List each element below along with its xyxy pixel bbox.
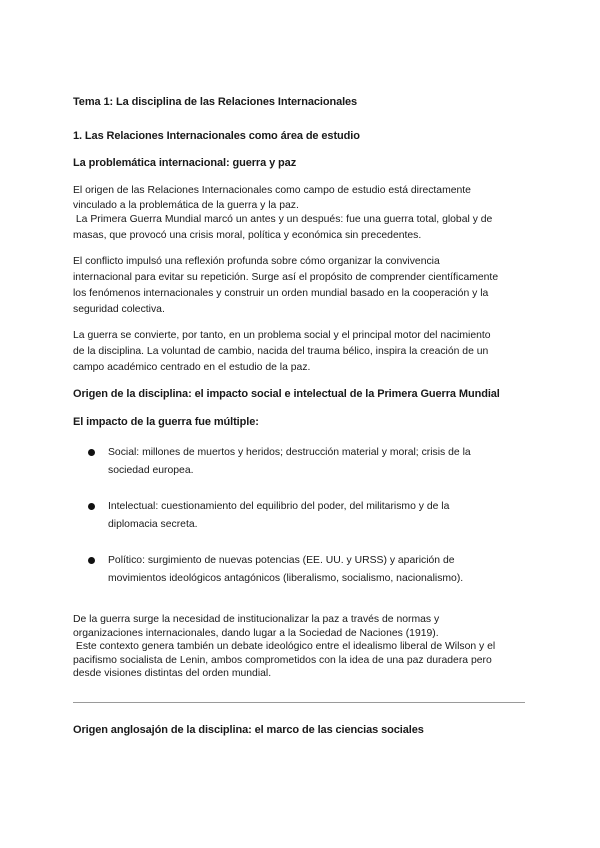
list-item-line: diplomacia secreta. <box>108 519 198 530</box>
paragraph-guerra-problema <box>73 328 528 376</box>
topic-title: Tema 1: La disciplina de las Relaciones Internacionales <box>73 96 358 108</box>
paragraph-line: La Primera Guerra Mundial marcó un antes y un después: fue una guerra total, global y de <box>73 214 493 225</box>
section-title: 1. Las Relaciones Internacionales como área de estudio <box>73 130 360 142</box>
subsection-heading-impacto: El impacto de la guerra fue múltiple: <box>73 416 259 428</box>
subsection-heading-anglosajon: Origen anglosajón de la disciplina: el marco de las ciencias sociales <box>73 724 424 736</box>
list-item-social <box>73 444 528 480</box>
paragraph-line: desde visiones distintas del orden mundial. <box>73 668 272 679</box>
list-item-line: Intelectual: cuestionamiento del equilibrio del poder, del militarismo y de la <box>108 501 450 512</box>
document-body <box>73 95 528 681</box>
paragraph-line: seguridad colectiva. <box>73 304 165 315</box>
paragraph-line: los fenómenos internacionales y construir un orden mundial basado en la cooperación y la <box>73 288 489 299</box>
paragraph-origen <box>73 183 528 244</box>
subsection-heading-guerra-paz: La problemática internacional: guerra y paz <box>73 157 297 169</box>
bullet-icon <box>88 503 95 510</box>
impact-list <box>73 444 528 588</box>
paragraph-line: vinculado a la problemática de la guerra y la paz. <box>73 200 299 211</box>
paragraph-line: Este contexto genera también un debate ideológico entre el idealismo liberal de Wilson y el <box>73 641 496 652</box>
list-item-intelectual <box>73 498 528 534</box>
paragraph-line: masas, que provocó una crisis moral, política y económica sin precedentes. <box>73 230 422 241</box>
paragraph-institucionalizar <box>73 613 528 681</box>
horizontal-divider <box>73 702 525 703</box>
paragraph-line: campo académico centrado en el estudio de la paz. <box>73 362 311 373</box>
bullet-icon <box>88 557 95 564</box>
list-item-line: sociedad europea. <box>108 465 194 476</box>
bullet-icon <box>88 449 95 456</box>
paragraph-line: De la guerra surge la necesidad de institucionalizar la paz a través de normas y <box>73 614 440 625</box>
subsection-heading-origen: Origen de la disciplina: el impacto social e intelectual de la Primera Guerra Mundial <box>73 388 500 400</box>
paragraph-line: internacional para evitar su repetición. Surge así el propósito de comprender científicamente <box>73 272 499 283</box>
paragraph-line: El origen de las Relaciones Internacionales como campo de estudio está directamente <box>73 185 471 196</box>
list-item-line: Social: millones de muertos y heridos; destrucción material y moral; crisis de la <box>108 447 471 458</box>
paragraph-line: de la disciplina. La voluntad de cambio, nacida del trauma bélico, inspira la creación de un <box>73 346 489 357</box>
paragraph-line: La guerra se convierte, por tanto, en un problema social y el principal motor del nacimiento <box>73 330 491 341</box>
paragraph-line: El conflicto impulsó una reflexión profunda sobre cómo organizar la convivencia <box>73 256 440 267</box>
paragraph-conflicto <box>73 254 528 318</box>
list-item-line: Político: surgimiento de nuevas potencias (EE. UU. y URSS) y aparición de <box>108 555 455 566</box>
paragraph-line: organizaciones internacionales, dando lugar a la Sociedad de Naciones (1919). <box>73 627 439 639</box>
list-item-politico <box>73 552 528 588</box>
paragraph-line: pacifismo socialista de Lenin, ambos comprometidos con la idea de una paz duradera pero <box>73 654 492 666</box>
list-item-line: movimientos ideológicos antagónicos (liberalismo, socialismo, nacionalismo). <box>108 573 464 584</box>
